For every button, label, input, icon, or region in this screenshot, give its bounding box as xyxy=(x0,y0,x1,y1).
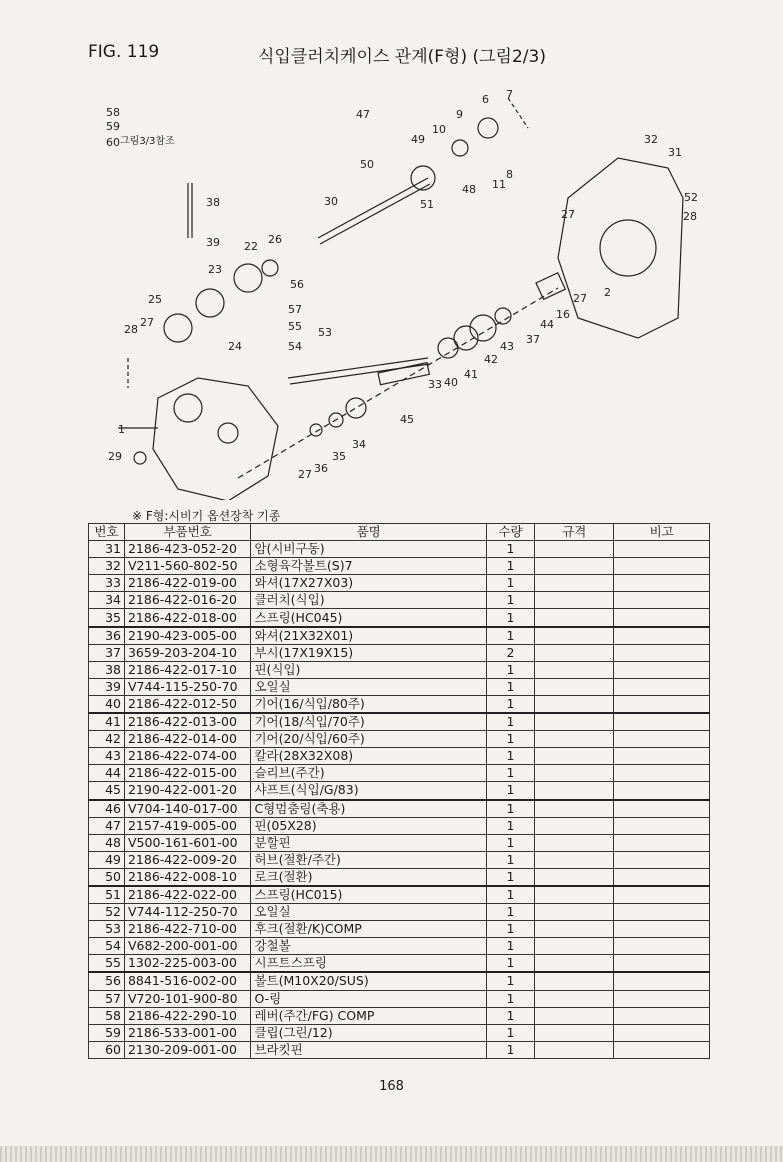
part-number-index: 50 xyxy=(89,868,125,886)
part-spec xyxy=(535,558,614,575)
part-number-index: 47 xyxy=(89,817,125,834)
diagram-callout-label: 38 xyxy=(206,196,220,209)
gear-25 xyxy=(164,314,192,342)
part-name: 와셔(17X27X03) xyxy=(251,575,486,592)
part-spec xyxy=(535,921,614,938)
diagram-callout-label: 56 xyxy=(290,278,304,291)
part-remarks xyxy=(614,558,710,575)
part-quantity: 2 xyxy=(486,644,534,661)
diagram-callout-label: 40 xyxy=(444,376,458,389)
part-quantity: 1 xyxy=(486,851,534,868)
part-remarks xyxy=(614,868,710,886)
diagram-callout-label: 37 xyxy=(526,333,540,346)
part-quantity: 1 xyxy=(486,661,534,678)
part-name: 암(시비구동) xyxy=(251,541,486,558)
part-name: 후크(절환/K)COMP xyxy=(251,921,486,938)
part-code: 2186-422-016-20 xyxy=(124,592,250,609)
seal-29 xyxy=(134,452,146,464)
part-number-index: 51 xyxy=(89,886,125,904)
part-quantity: 1 xyxy=(486,955,534,973)
diagram-callout-label: 51 xyxy=(420,198,434,211)
part-code: 3659-203-204-10 xyxy=(124,644,250,661)
table-row xyxy=(89,1007,710,1024)
part-spec xyxy=(535,731,614,748)
part-code: V744-112-250-70 xyxy=(124,904,250,921)
part-code: 2186-422-018-00 xyxy=(124,609,250,627)
diagram-callout-label: 59 xyxy=(106,120,120,133)
part-quantity: 1 xyxy=(486,695,534,713)
part-code: V744-115-250-70 xyxy=(124,678,250,695)
diagram-callout-label: 27 xyxy=(140,316,154,329)
part-name: 부시(17X19X15) xyxy=(251,644,486,661)
part-quantity: 1 xyxy=(486,817,534,834)
part-spec xyxy=(535,678,614,695)
part-number-index: 44 xyxy=(89,765,125,782)
part-quantity: 1 xyxy=(486,886,534,904)
diagram-callout-label: 42 xyxy=(484,353,498,366)
part-code: 2186-422-013-00 xyxy=(124,713,250,731)
part-spec xyxy=(535,765,614,782)
part-quantity: 1 xyxy=(486,748,534,765)
part-code: 2186-422-290-10 xyxy=(124,1007,250,1024)
scan-artifact-strip xyxy=(0,1146,783,1162)
table-row xyxy=(89,921,710,938)
part-code: 8841-516-002-00 xyxy=(124,972,250,990)
table-row xyxy=(89,938,710,955)
table-row xyxy=(89,1041,710,1058)
diagram-callout-label: 23 xyxy=(208,263,222,276)
part-number-index: 48 xyxy=(89,834,125,851)
diagram-callout-label: 34 xyxy=(352,438,366,451)
part-name: 핀(05X28) xyxy=(251,817,486,834)
part-quantity: 1 xyxy=(486,990,534,1007)
part-name: 샤프트(식입/G/83) xyxy=(251,782,486,800)
table-note: ※ F형:시비기 옵션장착 기종 xyxy=(132,509,281,523)
part-name: 오일실 xyxy=(251,678,486,695)
diagram-callout-label: 11 xyxy=(492,178,506,191)
part-remarks xyxy=(614,817,710,834)
figure-label: FIG. 119 xyxy=(88,42,160,62)
cover-case-2 xyxy=(558,158,683,338)
table-row xyxy=(89,592,710,609)
part-quantity: 1 xyxy=(486,713,534,731)
part-quantity: 1 xyxy=(486,592,534,609)
diagram-callout-label: 6 xyxy=(482,93,489,106)
diagram-callout-label: 29 xyxy=(108,450,122,463)
part-remarks xyxy=(614,972,710,990)
part-spec xyxy=(535,817,614,834)
part-code: 2190-423-005-00 xyxy=(124,627,250,645)
part-spec xyxy=(535,695,614,713)
part-remarks xyxy=(614,575,710,592)
clutch-34 xyxy=(346,398,366,418)
part-remarks xyxy=(614,1007,710,1024)
diagram-callout-label: 47 xyxy=(356,108,370,121)
diagram-callout-label: 8 xyxy=(506,168,513,181)
part-quantity: 1 xyxy=(486,921,534,938)
part-name: 칼라(28X32X08) xyxy=(251,748,486,765)
part-name: 기어(20/식입/60주) xyxy=(251,731,486,748)
part-remarks xyxy=(614,1024,710,1041)
hub-49 xyxy=(411,166,435,190)
part-spec xyxy=(535,904,614,921)
part-quantity: 1 xyxy=(486,972,534,990)
part-spec xyxy=(535,800,614,818)
part-quantity: 1 xyxy=(486,782,534,800)
part-name: 클러치(식입) xyxy=(251,592,486,609)
part-number-index: 43 xyxy=(89,748,125,765)
part-spec xyxy=(535,1041,614,1058)
part-name: 오일실 xyxy=(251,904,486,921)
table-row xyxy=(89,886,710,904)
part-remarks xyxy=(614,782,710,800)
exploded-parts-diagram xyxy=(88,88,708,500)
part-quantity: 1 xyxy=(486,868,534,886)
gear-23 xyxy=(196,289,224,317)
gear-26 xyxy=(262,260,278,276)
part-spec xyxy=(535,938,614,955)
part-number-index: 57 xyxy=(89,990,125,1007)
part-number-index: 40 xyxy=(89,695,125,713)
housing-case-1 xyxy=(153,378,278,500)
parts-table xyxy=(88,523,710,1059)
part-name: 강철볼 xyxy=(251,938,486,955)
table-row xyxy=(89,955,710,973)
col-header-part-name: 품명 xyxy=(251,524,486,541)
part-name: 스프링(HC045) xyxy=(251,609,486,627)
part-number-index: 38 xyxy=(89,661,125,678)
table-row xyxy=(89,731,710,748)
part-number-index: 53 xyxy=(89,921,125,938)
part-number-index: 46 xyxy=(89,800,125,818)
shaft-30 xyxy=(318,178,428,238)
diagram-callout-label: 27 xyxy=(561,208,575,221)
table-row xyxy=(89,765,710,782)
part-spec xyxy=(535,748,614,765)
part-quantity: 1 xyxy=(486,1007,534,1024)
part-name: 슬리브(주간) xyxy=(251,765,486,782)
part-code: 2186-533-001-00 xyxy=(124,1024,250,1041)
part-number-index: 55 xyxy=(89,955,125,973)
part-name: 소형육각볼트(S)7 xyxy=(251,558,486,575)
part-name: 레버(주간/FG) COMP xyxy=(251,1007,486,1024)
col-header-quantity: 수량 xyxy=(486,524,534,541)
part-code: V682-200-001-00 xyxy=(124,938,250,955)
col-header-part-number: 부품번호 xyxy=(124,524,250,541)
part-code: V704-140-017-00 xyxy=(124,800,250,818)
parts-table-body xyxy=(89,541,710,1059)
part-remarks xyxy=(614,609,710,627)
part-spec xyxy=(535,644,614,661)
table-row xyxy=(89,748,710,765)
part-number-index: 34 xyxy=(89,592,125,609)
part-quantity: 1 xyxy=(486,731,534,748)
diagram-callout-label: 30 xyxy=(324,195,338,208)
part-number-index: 59 xyxy=(89,1024,125,1041)
diagram-callout-label: 54 xyxy=(288,340,302,353)
diagram-callout-label: 53 xyxy=(318,326,332,339)
part-quantity: 1 xyxy=(486,800,534,818)
part-remarks xyxy=(614,748,710,765)
diagram-callout-label: 28 xyxy=(683,210,697,223)
col-header-number: 번호 xyxy=(89,524,125,541)
part-code: 2130-209-001-00 xyxy=(124,1041,250,1058)
part-spec xyxy=(535,834,614,851)
part-name: 스프링(HC015) xyxy=(251,886,486,904)
part-code: 2186-422-009-20 xyxy=(124,851,250,868)
part-code: 2186-422-710-00 xyxy=(124,921,250,938)
table-row xyxy=(89,990,710,1007)
part-code: 2157-419-005-00 xyxy=(124,817,250,834)
part-remarks xyxy=(614,695,710,713)
part-code: 2186-422-015-00 xyxy=(124,765,250,782)
part-quantity: 1 xyxy=(486,575,534,592)
part-spec xyxy=(535,592,614,609)
part-remarks xyxy=(614,921,710,938)
part-spec xyxy=(535,868,614,886)
part-spec xyxy=(535,782,614,800)
part-name: C형멈춤링(축용) xyxy=(251,800,486,818)
diagram-ref-note: 그림3/3참조 xyxy=(120,136,175,147)
diagram-callout-label: 22 xyxy=(244,240,258,253)
part-number-index: 56 xyxy=(89,972,125,990)
part-quantity: 1 xyxy=(486,627,534,645)
part-remarks xyxy=(614,678,710,695)
part-remarks xyxy=(614,990,710,1007)
part-code: V720-101-900-80 xyxy=(124,990,250,1007)
table-row xyxy=(89,609,710,627)
table-header-row xyxy=(89,524,710,541)
diagram-callout-label: 44 xyxy=(540,318,554,331)
table-row xyxy=(89,834,710,851)
part-number-index: 35 xyxy=(89,609,125,627)
part-remarks xyxy=(614,541,710,558)
part-number-index: 39 xyxy=(89,678,125,695)
diagram-callout-label: 35 xyxy=(332,450,346,463)
part-spec xyxy=(535,955,614,973)
part-spec xyxy=(535,627,614,645)
part-spec xyxy=(535,713,614,731)
part-quantity: 1 xyxy=(486,678,534,695)
diagram-callout-label: 32 xyxy=(644,133,658,146)
part-spec xyxy=(535,972,614,990)
table-row xyxy=(89,644,710,661)
part-remarks xyxy=(614,627,710,645)
table-row xyxy=(89,695,710,713)
part-code: 2186-422-017-10 xyxy=(124,661,250,678)
part-remarks xyxy=(614,800,710,818)
part-spec xyxy=(535,1024,614,1041)
part-remarks xyxy=(614,661,710,678)
diagram-callout-label: 7 xyxy=(506,88,513,101)
part-number-index: 42 xyxy=(89,731,125,748)
gear-9 xyxy=(452,140,468,156)
diagram-callout-label: 48 xyxy=(462,183,476,196)
part-code: 2186-422-074-00 xyxy=(124,748,250,765)
part-spec xyxy=(535,851,614,868)
diagram-callout-label: 31 xyxy=(668,146,682,159)
gear-22 xyxy=(234,264,262,292)
table-row xyxy=(89,782,710,800)
part-quantity: 1 xyxy=(486,541,534,558)
part-code: 2186-422-014-00 xyxy=(124,731,250,748)
part-number-index: 54 xyxy=(89,938,125,955)
part-remarks xyxy=(614,834,710,851)
part-number-index: 60 xyxy=(89,1041,125,1058)
table-row xyxy=(89,800,710,818)
page-number: 168 xyxy=(379,1079,404,1094)
diagram-callout-label: 27 xyxy=(298,468,312,481)
part-number-index: 31 xyxy=(89,541,125,558)
sleeve-44 xyxy=(536,273,565,299)
part-code: 1302-225-003-00 xyxy=(124,955,250,973)
diagram-callout-label: 24 xyxy=(228,340,242,353)
part-remarks xyxy=(614,713,710,731)
table-row xyxy=(89,558,710,575)
part-quantity: 1 xyxy=(486,1041,534,1058)
part-spec xyxy=(535,661,614,678)
part-spec xyxy=(535,609,614,627)
part-code: 2186-422-008-10 xyxy=(124,868,250,886)
part-quantity: 1 xyxy=(486,938,534,955)
diagram-callout-label: 50 xyxy=(360,158,374,171)
diagram-callout-label: 49 xyxy=(411,133,425,146)
part-name: 기어(18/식입/70주) xyxy=(251,713,486,731)
part-name: 브라킷핀 xyxy=(251,1041,486,1058)
part-remarks xyxy=(614,955,710,973)
gear-6 xyxy=(478,118,498,138)
diagram-callout-label: 2 xyxy=(604,286,611,299)
diagram-callout-label: 16 xyxy=(556,308,570,321)
diagram-callout-label: 25 xyxy=(148,293,162,306)
part-name: 시프트스프링 xyxy=(251,955,486,973)
part-spec xyxy=(535,886,614,904)
table-row xyxy=(89,541,710,558)
diagram-callout-label: 52 xyxy=(684,191,698,204)
table-row xyxy=(89,817,710,834)
part-remarks xyxy=(614,592,710,609)
part-number-index: 33 xyxy=(89,575,125,592)
part-name: 분할핀 xyxy=(251,834,486,851)
part-quantity: 1 xyxy=(486,558,534,575)
part-code: 2190-422-001-20 xyxy=(124,782,250,800)
part-code: 2186-423-052-20 xyxy=(124,541,250,558)
part-remarks xyxy=(614,731,710,748)
part-name: 와셔(21X32X01) xyxy=(251,627,486,645)
table-row xyxy=(89,661,710,678)
part-name: 핀(식입) xyxy=(251,661,486,678)
part-number-index: 45 xyxy=(89,782,125,800)
table-row xyxy=(89,851,710,868)
diagram-callout-label: 10 xyxy=(432,123,446,136)
part-spec xyxy=(535,1007,614,1024)
part-number-index: 36 xyxy=(89,627,125,645)
table-row xyxy=(89,904,710,921)
diagram-callout-label: 43 xyxy=(500,340,514,353)
diagram-callout-label: 60 xyxy=(106,136,120,149)
part-name: O-링 xyxy=(251,990,486,1007)
gear-42 xyxy=(470,315,496,341)
part-quantity: 1 xyxy=(486,609,534,627)
table-row xyxy=(89,575,710,592)
diagram-callout-label: 45 xyxy=(400,413,414,426)
part-quantity: 1 xyxy=(486,834,534,851)
part-name: 기어(16/식입/80주) xyxy=(251,695,486,713)
part-spec xyxy=(535,990,614,1007)
part-remarks xyxy=(614,644,710,661)
part-number-index: 37 xyxy=(89,644,125,661)
table-row xyxy=(89,1024,710,1041)
part-spec xyxy=(535,575,614,592)
part-name: 볼트(M10X20/SUS) xyxy=(251,972,486,990)
collar-43 xyxy=(495,308,511,324)
diagram-callout-label: 58 xyxy=(106,106,120,119)
part-remarks xyxy=(614,938,710,955)
diagram-callout-label: 27 xyxy=(573,292,587,305)
part-remarks xyxy=(614,765,710,782)
diagram-callout-label: 36 xyxy=(314,462,328,475)
table-row xyxy=(89,678,710,695)
part-remarks xyxy=(614,886,710,904)
diagram-callout-label: 55 xyxy=(288,320,302,333)
part-number-index: 52 xyxy=(89,904,125,921)
col-header-spec: 규격 xyxy=(535,524,614,541)
diagram-callout-label: 26 xyxy=(268,233,282,246)
part-remarks xyxy=(614,1041,710,1058)
part-number-index: 41 xyxy=(89,713,125,731)
table-row xyxy=(89,713,710,731)
part-code: 2186-422-019-00 xyxy=(124,575,250,592)
diagram-callout-label: 9 xyxy=(456,108,463,121)
part-code: 2186-422-022-00 xyxy=(124,886,250,904)
part-name: 로크(절환) xyxy=(251,868,486,886)
part-code: 2186-422-012-50 xyxy=(124,695,250,713)
table-row xyxy=(89,972,710,990)
part-number-index: 49 xyxy=(89,851,125,868)
diagram-callout-label: 28 xyxy=(124,323,138,336)
shaft-45 xyxy=(288,358,428,378)
col-header-remarks: 비고 xyxy=(614,524,710,541)
part-name: 클립(그린/12) xyxy=(251,1024,486,1041)
part-spec xyxy=(535,541,614,558)
part-remarks xyxy=(614,904,710,921)
part-code: V211-560-802-50 xyxy=(124,558,250,575)
table-row xyxy=(89,627,710,645)
table-row xyxy=(89,868,710,886)
part-name: 허브(절환/주간) xyxy=(251,851,486,868)
diagram-callout-label: 41 xyxy=(464,368,478,381)
diagram-callout-label: 1 xyxy=(118,423,125,436)
diagram-callout-label: 33 xyxy=(428,378,442,391)
part-code: V500-161-601-00 xyxy=(124,834,250,851)
diagram-callout-label: 39 xyxy=(206,236,220,249)
part-number-index: 58 xyxy=(89,1007,125,1024)
part-quantity: 1 xyxy=(486,1024,534,1041)
part-number-index: 32 xyxy=(89,558,125,575)
part-quantity: 1 xyxy=(486,765,534,782)
part-quantity: 1 xyxy=(486,904,534,921)
part-remarks xyxy=(614,851,710,868)
figure-title: 식입클러치케이스 관계(F형) (그림2/3) xyxy=(258,47,546,67)
diagram-callout-label: 57 xyxy=(288,303,302,316)
